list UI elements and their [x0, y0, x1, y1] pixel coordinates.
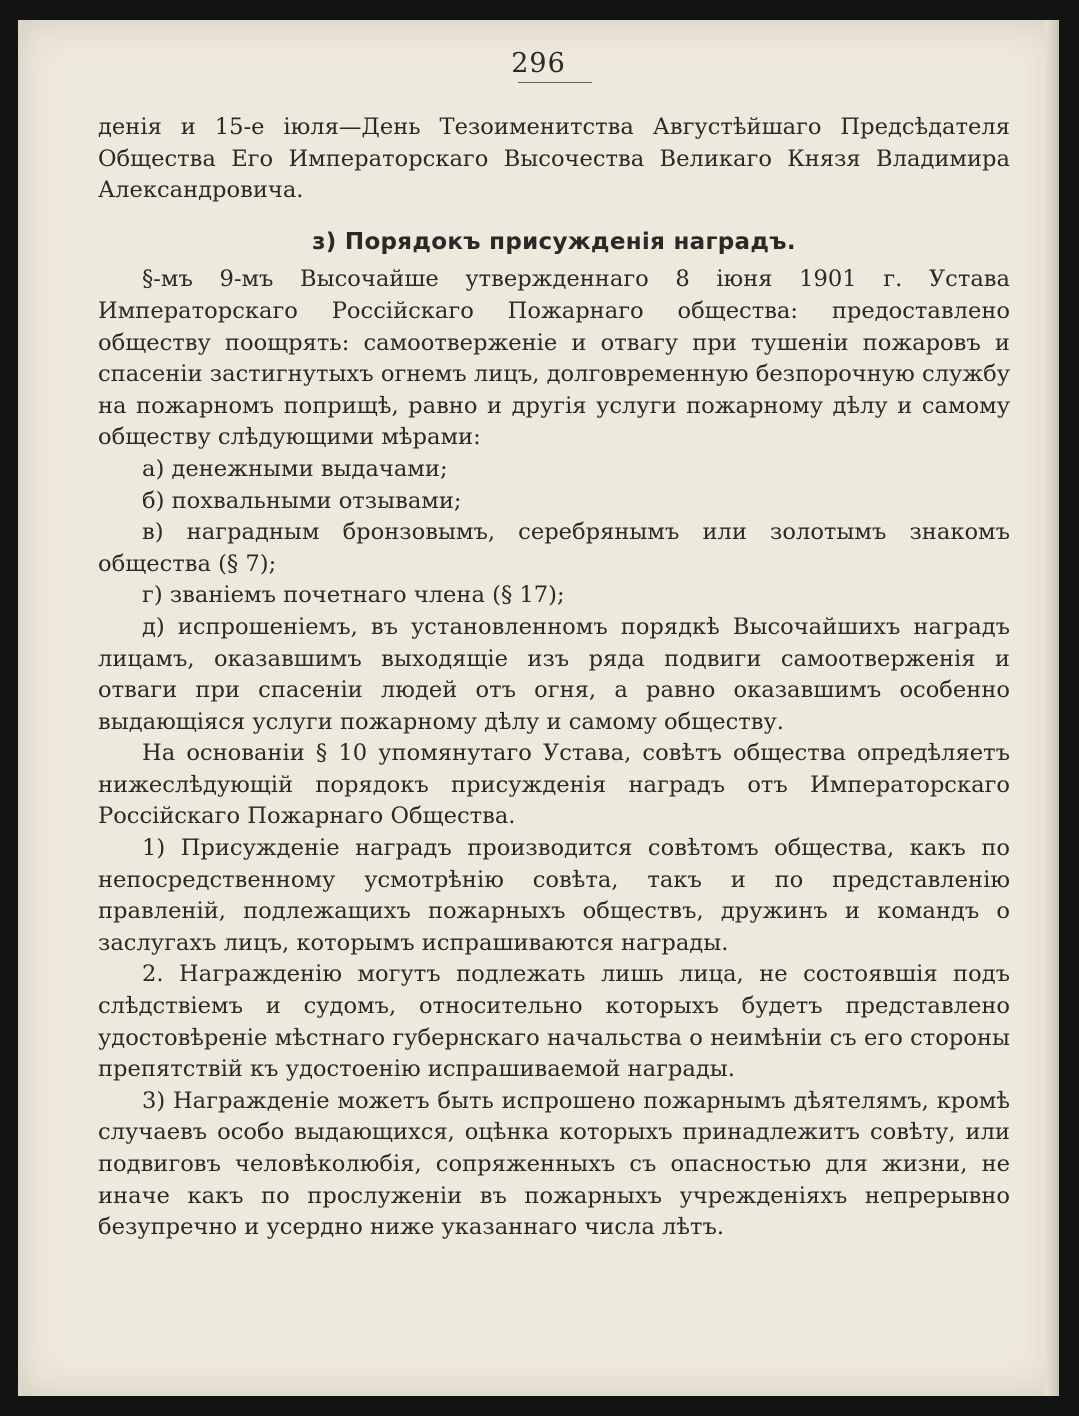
page-content [98, 112, 1010, 1244]
intro-paragraph: денія и 15-е іюля—День Тезоименитства Августѣйшаго Предсѣдателя Общества Его Императорскаго Высочества Великаго Князя Владимира Александровича. [98, 114, 1010, 204]
measure-item-b: б) похвальными отзывами; [142, 487, 462, 514]
measure-item-v: в) наградным бронзовымъ, серебрянымъ или золотымъ знакомъ общества (§ 7); [98, 519, 1010, 577]
page-number-rule [518, 82, 592, 83]
measure-item-g: г) званіемъ почетнаго члена (§ 17); [142, 582, 565, 609]
section-heading: з) Порядокъ присужденія наградъ. [312, 228, 796, 255]
rule-2: 2. Награжденію могутъ подлежать лишь лица, не состоявшія подъ слѣдствіемъ и судомъ, относительно которыхъ будетъ представлено удостовѣреніе мѣстнаго губернскаго начальства о неимѣніи съ его стороны препятствій къ удостоенію испрашиваемой награды. [98, 961, 1010, 1083]
paragraph-council: На основаніи § 10 упомянутаго Устава, совѣтъ общества опредѣляетъ нижеслѣдующій порядокъ присужденія наградъ отъ Императорскаго Россійскаго Пожарнаго Общества. [98, 740, 1010, 830]
page-edge [1045, 20, 1059, 1396]
measure-item-d: д) испрошеніемъ, въ установленномъ порядкѣ Высочайшихъ наградъ лицамъ, оказавшимъ выходящіе изъ ряда подвиги самоотверженія и отваги при спасеніи людей отъ огня, а равно оказавшимъ особенно выдающіяся услуги пожарному дѣлу и самому обществу. [98, 613, 1010, 735]
book-page [18, 20, 1059, 1396]
rule-1: 1) Присужденіе наградъ производится совѣтомъ общества, какъ по непосредственному усмотрѣнію совѣта, такъ и по представленію правленій, подлежащихъ пожарныхъ обществъ, дружинъ и командъ о заслугахъ лицъ, которымъ испрашиваются награды. [98, 835, 1010, 956]
paragraph-statute: §-мъ 9-мъ Высочайше утвержденнаго 8 іюня 1901 г. Устава Императорскаго Россійскаго Пожарнаго общества: предоставлено обществу поощрять: самоотверженіе и отвагу при тушеніи пожаровъ и спасеніи застигнутыхъ огнемъ лицъ, долговременную безпорочную службу на пожарномъ поприщѣ, равно и другія услуги пожарному дѣлу и самому обществу слѣдующими мѣрами: [98, 266, 1010, 451]
measure-item-a: а) денежными выдачами; [142, 455, 448, 482]
rule-3: 3) Награжденіе можетъ быть испрошено пожарнымъ дѣятелямъ, кромѣ случаевъ особо выдающихся, оцѣнка которыхъ принадлежитъ совѣту, или подвиговъ человѣколюбія, сопряженныхъ съ опасностью для жизни, не иначе какъ по прослуженіи въ пожарныхъ учрежденіяхъ непрерывно безупречно и усердно ниже указаннаго числа лѣтъ. [98, 1087, 1010, 1241]
page-number: 296 [511, 48, 566, 79]
